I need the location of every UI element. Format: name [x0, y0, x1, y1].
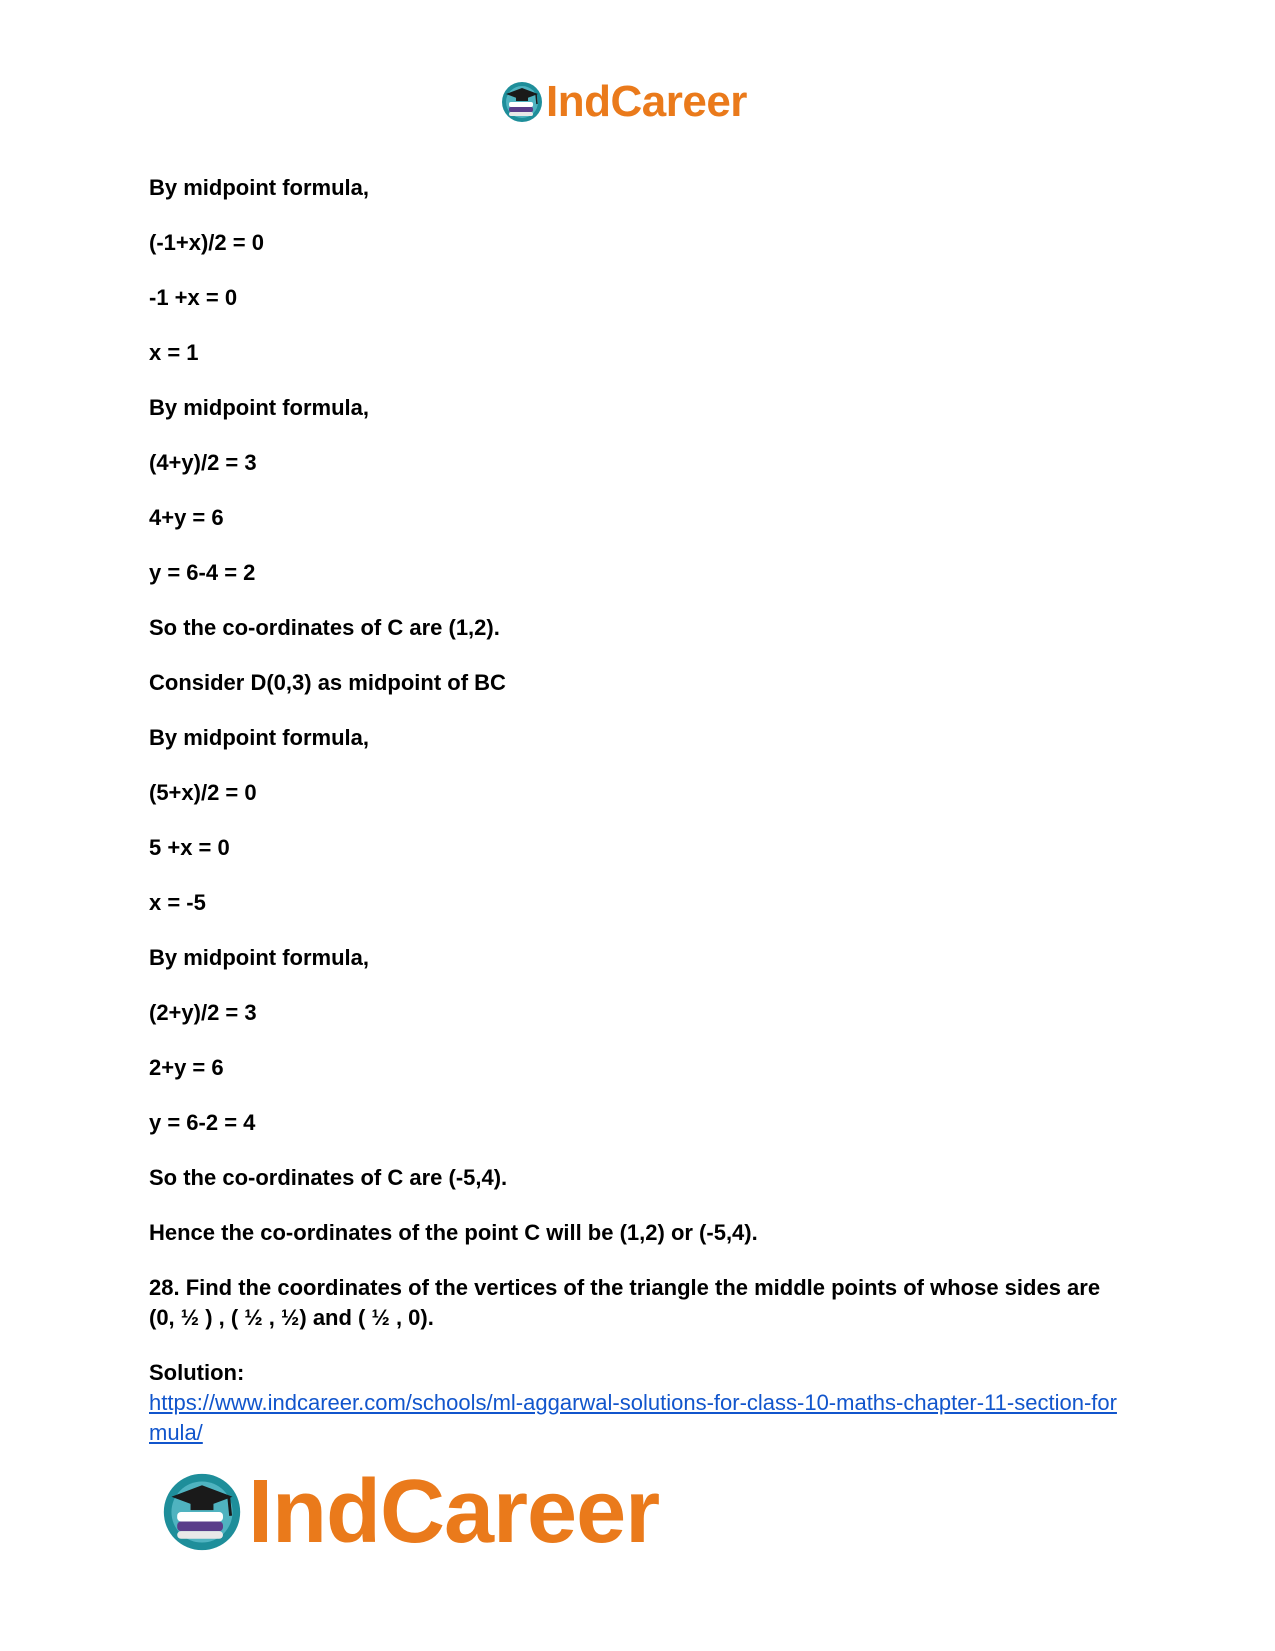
graduation-book-icon	[500, 80, 544, 124]
header-logo	[500, 78, 747, 126]
solution-line: -1 +x = 0	[149, 285, 238, 310]
solution-line: By midpoint formula,	[149, 395, 369, 420]
graduation-book-icon	[160, 1470, 244, 1554]
footer-logo[interactable]	[160, 1462, 660, 1562]
solution-line: Hence the co-ordinates of the point C will be (1,2) or (-5,4).	[149, 1220, 758, 1245]
solution-line: By midpoint formula,	[149, 175, 369, 200]
solution-line: y = 6-2 = 4	[149, 1110, 256, 1135]
solution-label: Solution:	[149, 1360, 245, 1385]
logo-text: IndCareer	[546, 77, 747, 126]
solution-line: (5+x)/2 = 0	[149, 780, 257, 805]
solution-line: By midpoint formula,	[149, 945, 369, 970]
solution-line: 4+y = 6	[149, 505, 224, 530]
solution-line: x = 1	[149, 340, 199, 365]
solution-line: (2+y)/2 = 3	[149, 1000, 257, 1025]
logo-text: IndCareer	[248, 1462, 660, 1562]
solution-line: Consider D(0,3) as midpoint of BC	[149, 670, 506, 695]
document-body	[149, 173, 1129, 1448]
question-text: 28. Find the coordinates of the vertices of the triangle the middle points of whose sides are (0, ½ ) , ( ½ , ½) and ( ½ , 0).	[149, 1275, 1107, 1330]
solution-line: By midpoint formula,	[149, 725, 369, 750]
solution-link[interactable]: https://www.indcareer.com/schools/ml-aggarwal-solutions-for-class-10-maths-chapter-11-section-formula/	[149, 1390, 1117, 1445]
solution-line: So the co-ordinates of C are (-5,4).	[149, 1165, 508, 1190]
solution-line: (4+y)/2 = 3	[149, 450, 257, 475]
solution-line: (-1+x)/2 = 0	[149, 230, 264, 255]
solution-line: 2+y = 6	[149, 1055, 224, 1080]
solution-line: 5 +x = 0	[149, 835, 230, 860]
solution-line: y = 6-4 = 2	[149, 560, 256, 585]
solution-steps	[149, 173, 1129, 1248]
solution-line: So the co-ordinates of C are (1,2).	[149, 615, 500, 640]
solution-line: x = -5	[149, 890, 206, 915]
